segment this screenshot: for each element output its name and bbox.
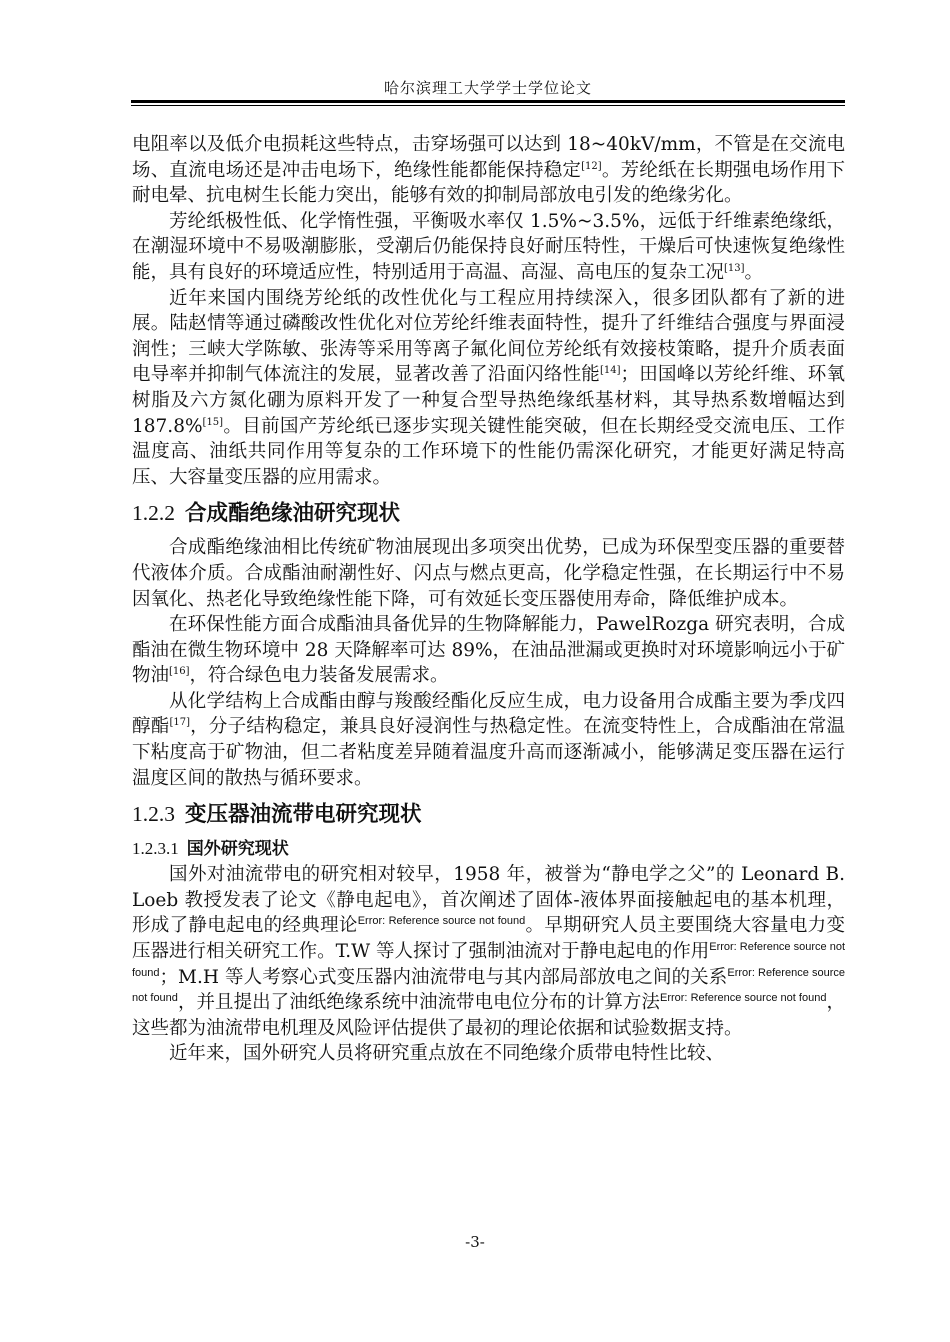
paragraph: 近年来国内围绕芳纶纸的改性优化与工程应用持续深入，很多团队都有了新的进展。陆赵情等通过磷酸改性优化对位芳纶纤维表面特性，提升了纤维结合强度与界面浸润性；三峡大学陈敏、张涛等采用等离子氟化间位芳纶纸有效接枝策略，提升介质表面电导率并抑制气体流注的发展，显著改善了沿面闪络性能[14]；田国峰以芳纶纤维、环氧树脂及六方氮化硼为原料开发了一种复合型导热绝缘纸基材料，其导热系数增幅达到 187.8%[15]。目前国产芳纶纸已逐步实现关键性能突破，但在长期经受交流电压、工作温度高、油纸共同作用等复杂的工作环境下的性能仍需深化研究，才能更好满足特高压、大容量变压器的应用需求。 (132, 287, 845, 488)
paragraph: 近年来，国外研究人员将研究重点放在不同绝缘介质带电特性比较、 (169, 1043, 725, 1065)
reference-error: Error: Reference source not found (659, 992, 827, 1005)
citation: [12] (581, 160, 602, 172)
page-number: -3- (465, 1233, 485, 1251)
page-body (132, 132, 845, 1067)
citation: [15] (202, 416, 224, 428)
subsection-heading-1-2-3-1: 1.2.3.1 国外研究现状 (132, 839, 289, 860)
citation: [14] (600, 365, 621, 377)
paragraph: 合成酯绝缘油相比传统矿物油展现出多项突出优势，已成为环保型变压器的重要替代液体介质。合成酯油耐潮性好、闪点与燃点更高，化学稳定性强，在长期运行中不易因氧化、热老化导致绝缘性能下降，可有效延长变压器使用寿命，降低维护成本。 (132, 537, 845, 610)
reference-error: Error: Reference source not found (132, 940, 845, 979)
paragraph: 芳纶纸极性低、化学惰性强，平衡吸水率仅 1.5%~3.5%，远低于纤维素绝缘纸，在潮湿环境中不易吸潮膨胀，受潮后仍能保持良好耐压特性，干燥后可快速恢复绝缘性能，具有良好的环境适应性，特别适用于高温、高湿、高电压的复杂工况[13]。 (132, 210, 845, 283)
paragraph: 国外对油流带电的研究相对较早，1958 年，被誉为“静电学之父”的 Leonard B. Loeb 教授发表了论文《静电起电》，首次阐述了固体-液体界面接触起电的基本机理，形成了静电起电的经典理论$^{Error: Reference source not found}$。早期研究人员主要围绕大容量电力变压器进行相关研究工作。T.W 等人探讨了强制油流对于静电起电的作用$^{Error: Reference source not found}$；M.H 等人考察心式变压器内油流带电与其内部局部放电之间的关系$^{Error: Reference source not found}$，并且提出了油纸绝缘系统中油流带电电位分布的计算方法$^{Error: Reference source not found}$，这些都为油流带电机理及风险评估提供了最初的理论依据和试验数据支持。 (132, 864, 845, 1039)
paragraph: 从化学结构上合成酯由醇与羧酸经酯化反应生成，电力设备用合成酯主要为季戊四醇酯[17]，分子结构稳定，兼具良好浸润性与热稳定性。在流变特性上，合成酯油在常温下粘度高于矿物油，但二者粘度差异随着温度升高而逐渐减小，能够满足变压器在运行温度区间的散热与循环要求。 (132, 690, 845, 789)
reference-error: Error: Reference source not found (357, 915, 526, 928)
section-heading-1-2-2: 1.2.2 合成酯绝缘油研究现状 (132, 501, 401, 527)
citation: [13] (724, 262, 745, 274)
paragraph: 电阻率以及低介电损耗这些特点，击穿场强可以达到 18~40kV/mm，不管是在交流电场、直流电场还是冲击电场下，绝缘性能都能保持稳定[12]。芳纶纸在长期强电场作用下耐电晕、抗电树生长能力突出，能够有效的抑制局部放电引发的绝缘劣化。 (132, 134, 845, 207)
citation: [16] (169, 666, 190, 678)
reference-error: Error: Reference source not found (132, 966, 845, 1005)
running-header: 哈尔滨理工大学学士学位论文 (383, 79, 592, 97)
header-rule-thin (131, 105, 845, 106)
header-rule-thick (131, 100, 845, 103)
section-heading-1-2-3: 1.2.3 变压器油流带电研究现状 (132, 802, 422, 828)
citation: [17] (169, 717, 190, 729)
paragraph: 在环保性能方面合成酯油具备优异的生物降解能力，PawelRozga 研究表明，合成酯油在微生物环境中 28 天降解率可达 89%，在油品泄漏或更换时对环境影响远小于矿物油[16]，符合绿色电力装备发展需求。 (132, 614, 845, 687)
